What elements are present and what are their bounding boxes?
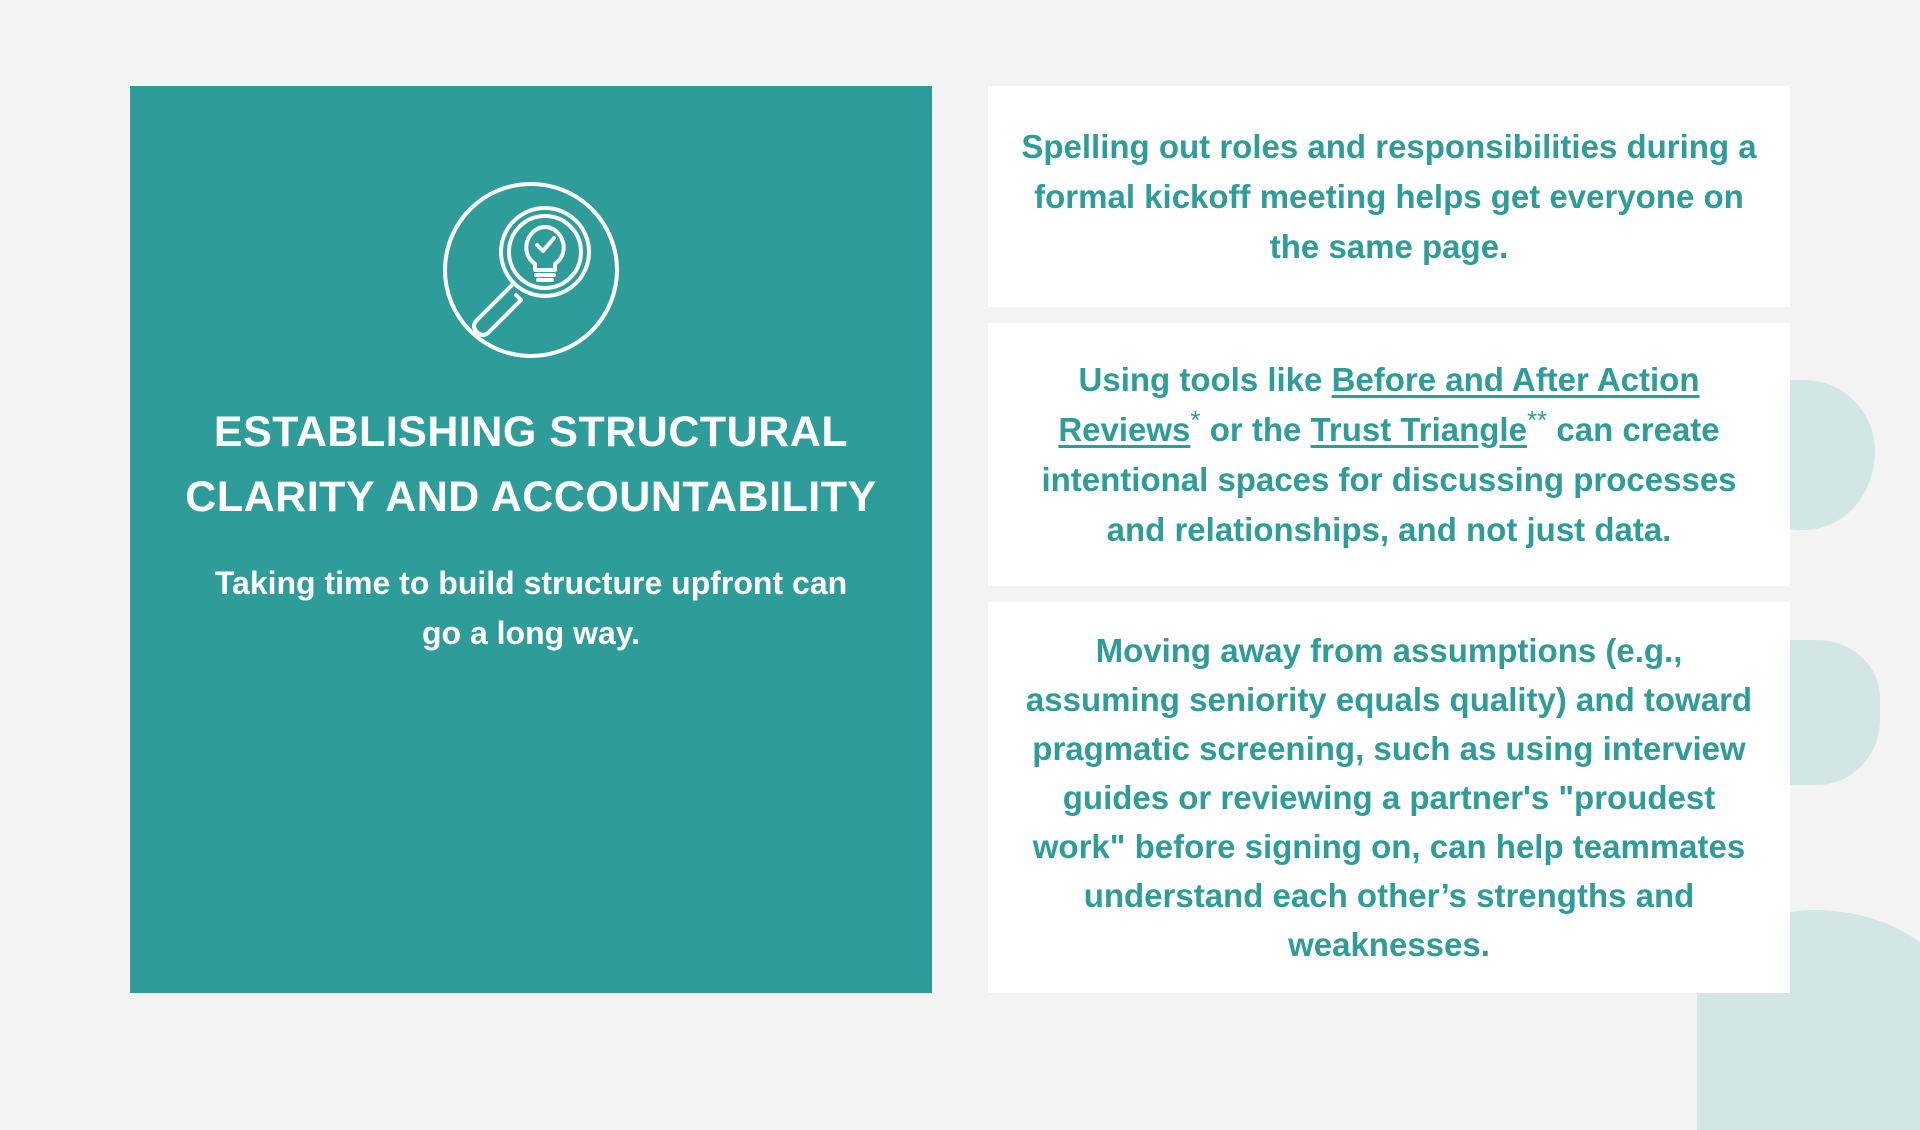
card-text-segment: or the (1200, 410, 1311, 448)
footnote-marker: ** (1526, 404, 1548, 435)
card-text (1018, 355, 1760, 555)
trust-triangle-link[interactable]: Trust Triangle (1310, 410, 1527, 448)
magnifier-lightbulb-check-icon (441, 180, 621, 360)
info-card-roles (988, 86, 1790, 307)
card-text: Spelling out roles and responsibilities during a formal kickoff meeting helps get everyone on the same page. (1021, 127, 1757, 265)
card-text-segment: Using tools like (1078, 360, 1332, 398)
card-text: Moving away from assumptions (e.g., assuming seniority equals quality) and toward pragmatic screening, such as using interview guides or reviewing a partner's "proudest work" before signing on, can help teammates understand each other’s strengths and weaknesses. (1025, 632, 1753, 963)
info-card-tools (988, 323, 1790, 586)
panel-subheading: Taking time to build structure upfront can go a long way. (214, 565, 848, 651)
before-after-action-reviews-link[interactable]: Before and After Action Reviews (1058, 360, 1700, 448)
panel-heading: ESTABLISHING STRUCTURAL CLARITY AND ACCOUNTABILITY (185, 408, 877, 521)
card-text-segment: can create intentional spaces for discussing processes and relationships, and not just data. (1041, 410, 1737, 548)
info-card-screening (988, 602, 1790, 993)
title-panel (130, 86, 932, 993)
footnote-marker: * (1190, 404, 1201, 435)
